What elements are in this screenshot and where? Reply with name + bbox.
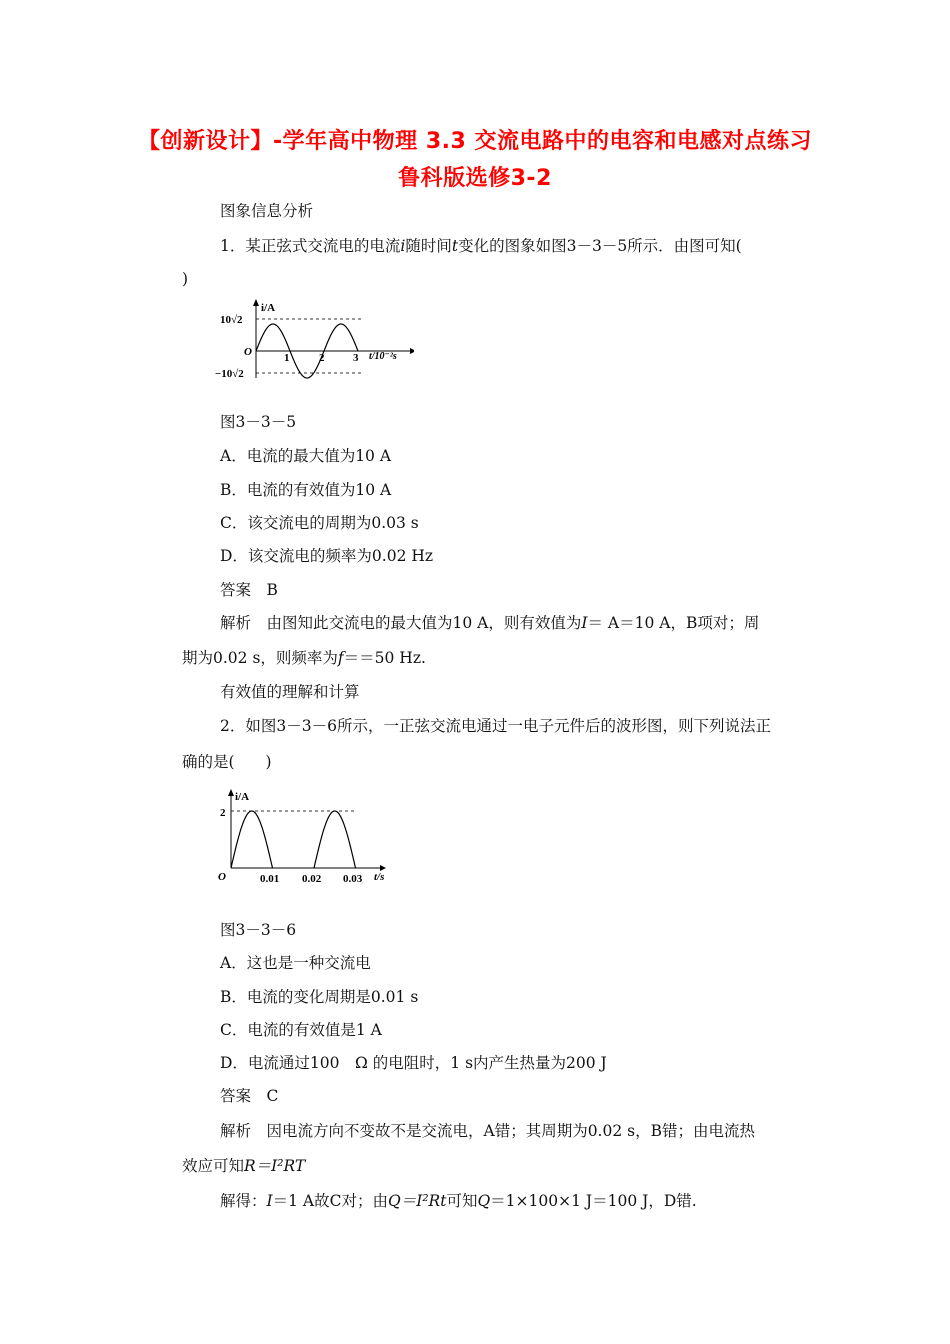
q1-option-d: D．该交流电的频率为0.02 Hz <box>220 547 434 565</box>
section-heading-effective-value: 有效值的理解和计算 <box>220 683 360 701</box>
q1-option-b: B．电流的有效值为10 A <box>220 481 392 499</box>
question-1-stem <box>220 236 742 256</box>
q2-solve-text-c: 可知 <box>446 1192 478 1210</box>
q2-solve-text-d: ＝1×100×1 J＝100 J，D错. <box>490 1192 697 1210</box>
y-max-label: 10√2 <box>220 314 243 326</box>
x-tick-label-1: 1 <box>284 352 290 364</box>
q2-option-d: D．电流通过100 Ω 的电阻时，1 s内产生热量为200 J <box>220 1054 607 1072</box>
y-axis-label: i/A <box>235 791 250 803</box>
q1-stem-text-b: 随时间 <box>405 237 452 255</box>
x-axis-label: t/s <box>374 871 385 883</box>
q2-answer: 答案 C <box>220 1087 279 1105</box>
question-2-stem-line-2: 确的是( ) <box>182 753 272 771</box>
figure-3-3-5-sine-wave <box>214 296 414 382</box>
q1-analysis-text-c: 期为0.02 s，则频率为 <box>182 649 338 667</box>
q1-option-a: A．电流的最大值为10 A <box>220 447 392 465</box>
x-tick-label-2: 0.02 <box>302 873 322 885</box>
x-tick-label-3: 3 <box>353 352 359 364</box>
q1-option-c: C．该交流电的周期为0.03 s <box>220 514 419 532</box>
origin-label: O <box>218 871 226 883</box>
q1-analysis-var-I: I <box>581 614 588 632</box>
q2-analysis-formula: R＝I²RT <box>244 1157 306 1175</box>
q2-solve-text-a: 解得： <box>220 1192 267 1210</box>
q2-solve-text-b: ＝1 A故C对；由 <box>272 1192 388 1210</box>
origin-label: O <box>244 346 252 358</box>
q1-stem-var-i: i <box>400 237 406 255</box>
figure-3-3-6-caption: 图3－3－6 <box>220 921 297 939</box>
q2-option-c: C．电流的有效值是1 A <box>220 1021 382 1039</box>
q2-option-a: A．这也是一种交流电 <box>220 954 371 972</box>
q1-analysis-line-1 <box>220 613 759 633</box>
x-axis-label: t/10⁻²s <box>369 351 397 362</box>
q1-analysis-text-b: ＝ A＝10 A，B项对；周 <box>587 614 760 632</box>
figure-3-3-5-caption: 图3－3－5 <box>220 413 297 431</box>
y-axis-arrow <box>253 299 259 306</box>
q2-analysis-line-1: 解析 因电流方向不变故不是交流电，A错；其周期为0.02 s，B错；由电流热 <box>220 1122 755 1140</box>
x-axis-arrow <box>410 348 414 354</box>
q1-answer: 答案 B <box>220 581 278 599</box>
section-heading-graph-analysis: 图象信息分析 <box>220 202 314 220</box>
y-min-label: −10√2 <box>215 368 244 380</box>
x-tick-label-3: 0.03 <box>343 873 363 885</box>
y-axis-label: i/A <box>261 302 276 314</box>
q2-solve-var-I: I <box>266 1192 273 1210</box>
q2-solve-line <box>220 1191 697 1211</box>
x-tick-label-1: 0.01 <box>260 873 280 885</box>
question-1-stem-close: ) <box>182 270 189 288</box>
y-max-label: 2 <box>220 807 226 819</box>
y-axis-arrow <box>228 789 234 796</box>
document-title-line-1: 【创新设计】-学年高中物理 3.3 交流电路中的电容和电感对点练习 <box>138 129 812 154</box>
q1-analysis-text-a: 解析 由图知此交流电的最大值为10 A，则有效值为 <box>220 614 582 632</box>
q2-solve-formula-Q: Q＝I²Rt <box>387 1192 447 1210</box>
figure-3-3-6-rectified-wave <box>214 786 394 886</box>
q2-analysis-line-2 <box>182 1156 305 1176</box>
q1-stem-text-a: 1．某正弦式交流电的电流 <box>220 237 401 255</box>
q1-stem-text-c: 变化的图象如图3－3－5所示．由图可知( <box>458 237 742 255</box>
q1-analysis-var-f: f <box>337 649 344 667</box>
q1-analysis-line-2 <box>182 648 426 668</box>
q2-solve-var-Q: Q <box>477 1192 491 1210</box>
rectified-half-wave-curve <box>231 811 356 868</box>
q1-stem-var-t: t <box>451 237 459 255</box>
q1-analysis-text-d: ＝＝50 Hz. <box>343 649 426 667</box>
q2-analysis-text-a: 效应可知 <box>182 1157 245 1175</box>
x-tick-label-2: 2 <box>319 352 325 364</box>
q2-option-b: B．电流的变化周期是0.01 s <box>220 988 419 1006</box>
document-title-line-2: 鲁科版选修3-2 <box>398 166 552 191</box>
question-2-stem-line-1: 2．如图3－3－6所示，一正弦交流电通过一电子元件后的波形图，则下列说法正 <box>220 717 771 735</box>
